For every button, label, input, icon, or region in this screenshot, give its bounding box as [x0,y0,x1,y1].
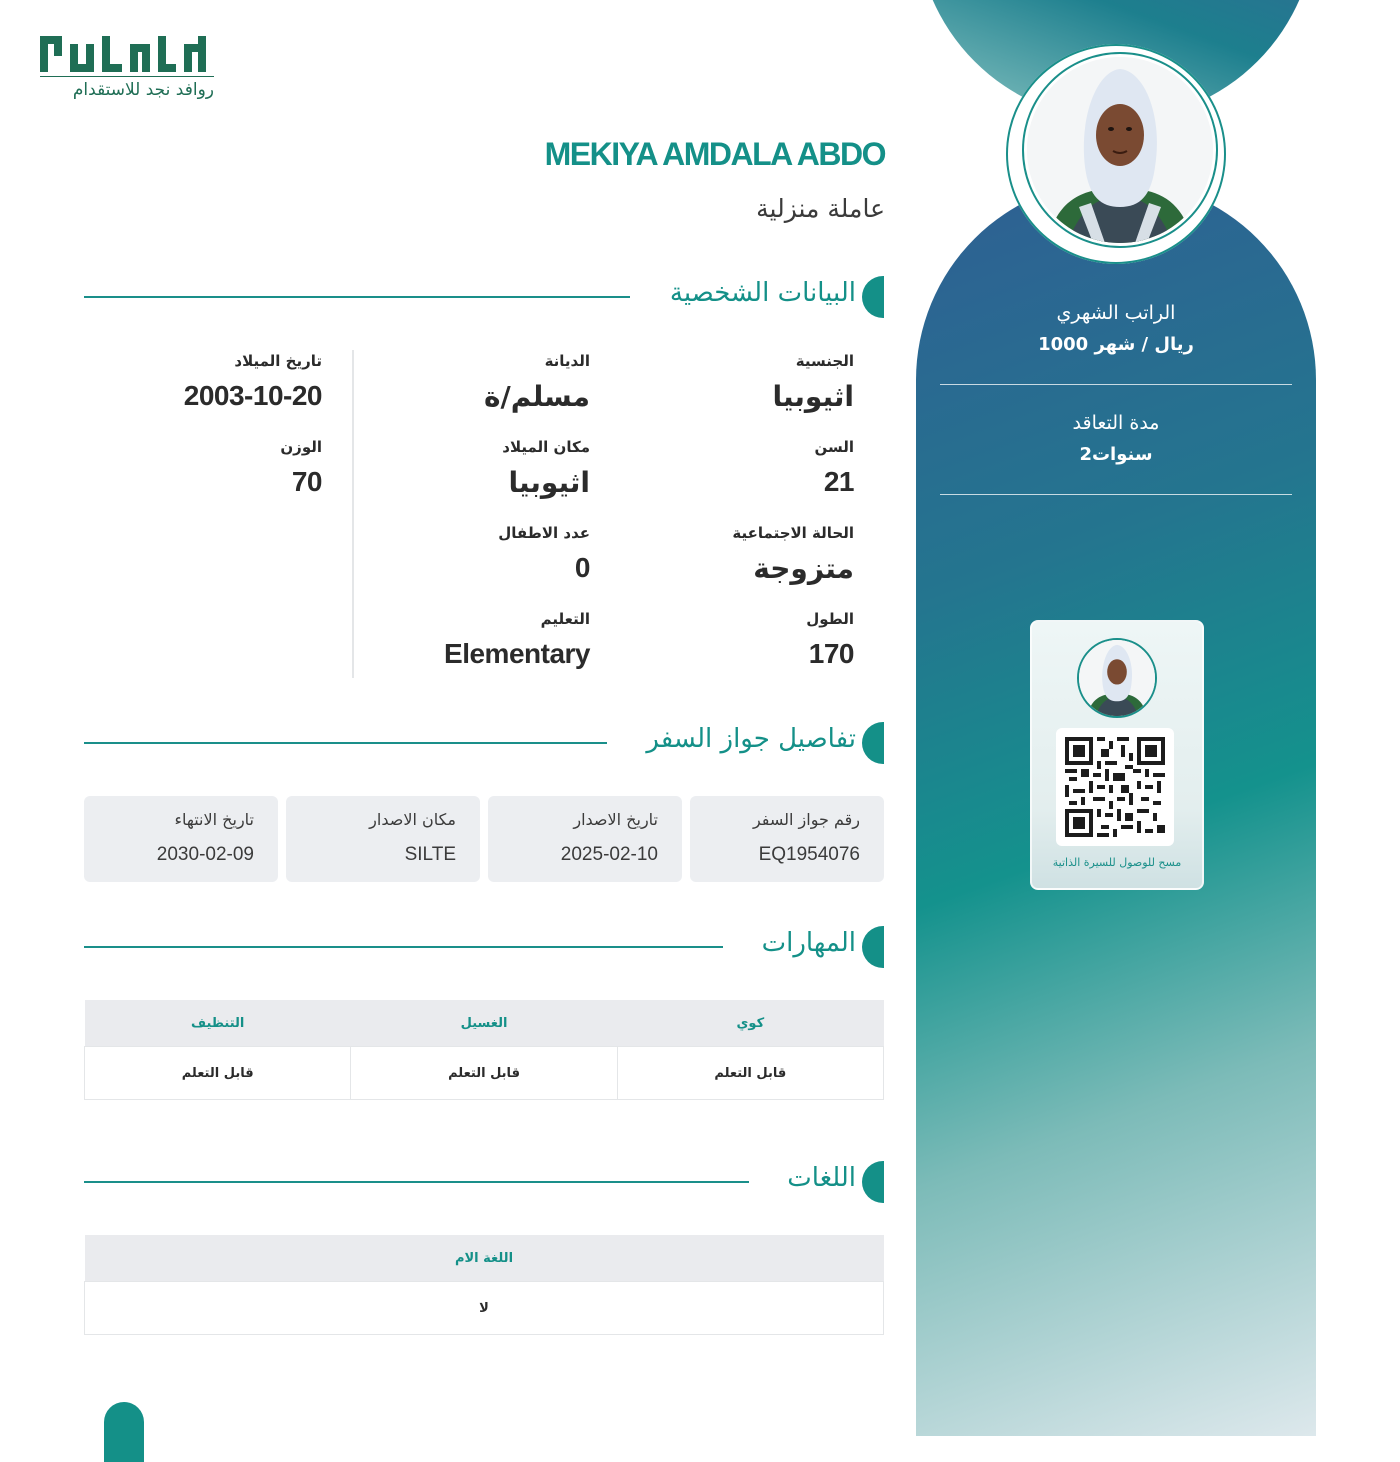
field-value: 170 [808,638,854,669]
candidate-name: MEKIYA AMDALA ABDO [544,136,885,172]
table-row [85,1282,884,1335]
field-children [498,524,590,584]
field-value: Elementary [444,638,590,669]
passport-label: رقم جواز السفر [752,810,860,829]
logo-underline [40,76,214,77]
field-value: اثيوبيا [772,380,854,413]
field-age [814,438,854,498]
passport-label: مكان الاصدار [369,810,456,829]
field-nationality [772,352,854,413]
salary-block [940,302,1292,355]
table-header-row [85,1235,884,1282]
personal-column-3 [86,350,352,678]
section-marker [862,1161,884,1203]
section-rule [84,296,630,298]
table-header: اللغة الام [85,1235,884,1282]
logo-text: روافد نجد للاستقدام [72,80,214,100]
section-title: البيانات الشخصية [669,278,856,308]
passport-card [488,796,682,882]
section-title: تفاصيل جواز السفر [646,724,856,754]
field-marital-status [732,524,854,585]
field-education [444,610,590,670]
field-label: الحالة الاجتماعية [732,524,854,542]
table-cell: لا [85,1282,884,1335]
passport-value: SILTE [404,844,456,865]
job-title: عاملة منزلية [756,194,885,223]
sidebar-bottom-edge [916,1436,1316,1452]
table-row [85,1047,884,1100]
field-value: 2003-10-20 [183,380,322,411]
qr-code-icon [1065,737,1165,837]
logo-mark-icon [40,32,216,74]
sidebar-divider [940,494,1292,495]
field-label: الديانة [544,352,590,370]
company-logo [36,26,218,106]
table-cell: قابل التعلم [351,1047,617,1100]
salary-value: 1000 ريال / شهر [1038,334,1194,355]
contract-block [940,412,1292,465]
section-passport [84,722,884,764]
field-label: الطول [806,610,854,628]
table-header: كوي [617,1000,883,1047]
field-value: مسلم/ة [484,380,590,413]
passport-card [286,796,480,882]
salary-label: الراتب الشهري [1056,302,1176,324]
personal-column-2 [352,350,620,678]
mini-avatar [1077,638,1157,718]
section-rule [84,946,723,948]
field-value: اثيوبيا [508,466,590,499]
candidate-photo [1027,57,1213,243]
field-value: 70 [291,466,322,497]
passport-label: تاريخ الانتهاء [174,810,254,829]
passport-card [690,796,884,882]
passport-card [84,796,278,882]
qr-code[interactable] [1056,728,1174,846]
passport-value: EQ1954076 [758,844,860,865]
contract-label: مدة التعاقد [1072,412,1160,434]
candidate-photo-small [1079,640,1155,716]
skills-table [84,1000,884,1100]
passport-value: 2025-02-10 [560,844,658,865]
passport-value: 2030-02-09 [156,844,254,865]
field-religion [484,352,590,413]
avatar [1024,54,1216,246]
section-rule [84,1181,749,1183]
field-label: تاريخ الميلاد [234,352,322,370]
field-label: الجنسية [795,352,854,370]
sidebar [916,0,1316,1452]
qr-card[interactable] [1030,620,1204,890]
field-birth-date [184,352,322,412]
table-header: التنظيف [85,1000,351,1047]
section-marker [862,722,884,764]
field-value: 0 [574,552,590,583]
section-languages [84,1161,884,1203]
section-title: اللغات [787,1163,856,1193]
field-label: عدد الاطفال [498,524,590,542]
table-header: الغسيل [351,1000,617,1047]
section-title: المهارات [761,928,856,958]
page-footer-marker [104,1402,144,1462]
field-label: مكان الميلاد [502,438,590,456]
field-label: السن [814,438,854,456]
section-marker [862,276,884,318]
passport-label: تاريخ الاصدار [573,810,658,829]
field-value: 21 [823,466,854,497]
section-skills [84,926,884,968]
field-height [806,610,854,670]
table-header-row [85,1000,884,1047]
field-weight [280,438,322,498]
section-marker [862,926,884,968]
field-label: الوزن [280,438,322,456]
section-rule [84,742,607,744]
contract-value: 2سنوات [1079,444,1153,465]
field-value: متزوجة [753,552,854,585]
sidebar-divider [940,384,1292,385]
field-birth-place [502,438,590,499]
table-cell: قابل التعلم [85,1047,351,1100]
table-cell: قابل التعلم [617,1047,883,1100]
section-personal [84,276,884,318]
languages-table [84,1235,884,1335]
personal-column-1 [618,350,884,678]
field-label: التعليم [540,610,590,628]
qr-caption: مسح للوصول للسيرة الذاتية [1052,856,1182,869]
